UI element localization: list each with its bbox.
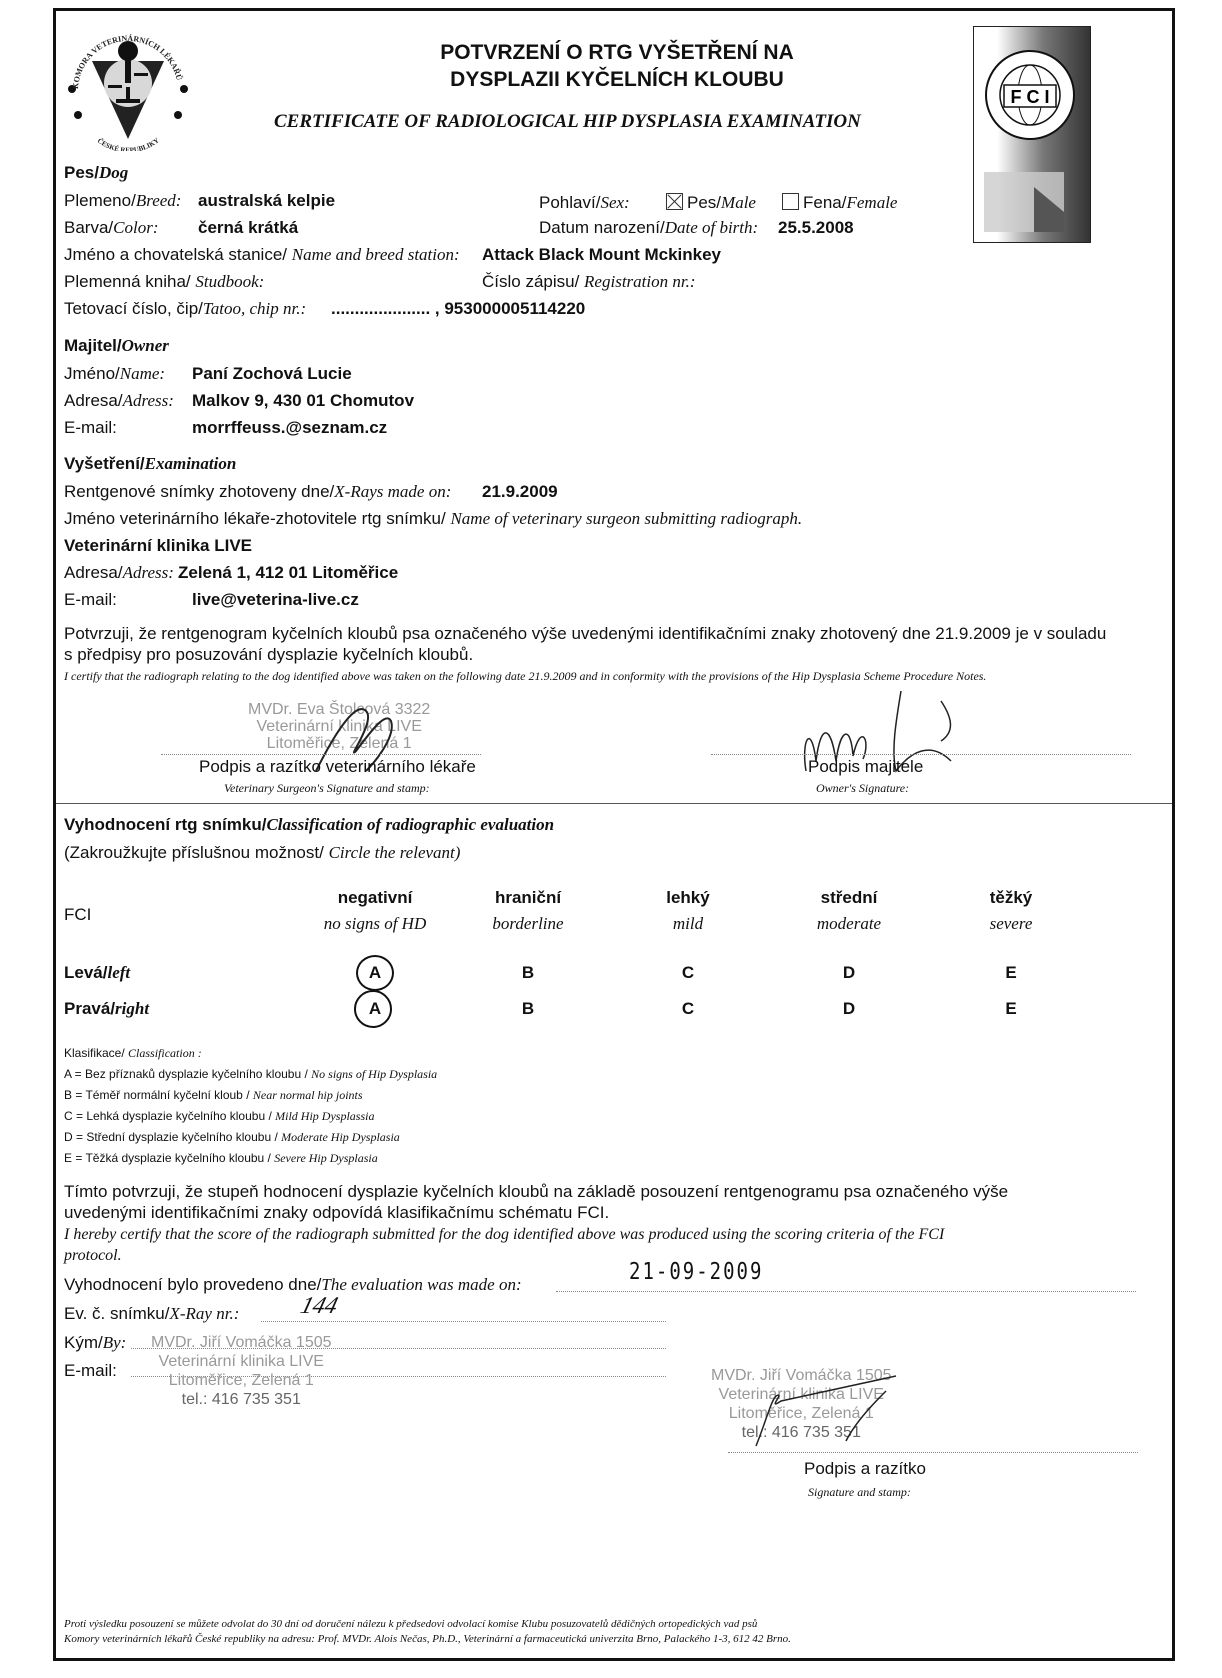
owner-signature-label: Podpis majitele bbox=[808, 757, 924, 776]
left-grade-a[interactable]: A bbox=[368, 963, 382, 982]
evaluation-instruction: (Zakroužkujte příslušnou možnost/ Circle the relevant) bbox=[64, 843, 461, 862]
left-grade-b[interactable]: B bbox=[521, 963, 535, 982]
vet-certify-text-cz: Potvrzuji, že rentgenogram kyčelních kloubů psa označeného výše uvedenými identifikačními znaky zhotovený dne 21.9.2009 je v souladu s předpisy pro posuzování dysplazie kyčelních kloubů. bbox=[64, 624, 1107, 664]
evaluator-signature-icon bbox=[736, 1371, 906, 1451]
vet-signature-label: Podpis a razítko veterinárního lékaře bbox=[199, 757, 476, 776]
sex-female-option[interactable]: Fena/Female bbox=[782, 193, 897, 213]
right-grade-d[interactable]: D bbox=[842, 999, 856, 1018]
vet-signature-line bbox=[161, 754, 481, 755]
dob-label: Datum narození/Date of birth: bbox=[539, 218, 759, 237]
svg-text:F C I: F C I bbox=[1010, 87, 1050, 107]
fci-row-header: FCI bbox=[64, 905, 92, 924]
certificate-page bbox=[53, 8, 1175, 1661]
male-checkbox[interactable] bbox=[666, 193, 683, 210]
right-grade-b[interactable]: B bbox=[521, 999, 535, 1018]
appeal-notice-line-1: Proti výsledku posouzení se můžete odvolat do 30 dní od doručení nálezu k předsedovi odvolací komise Klubu posuzovatelů dědičných ortopedických vad psů bbox=[64, 1618, 758, 1630]
chip-label: Tetovací číslo, čip/Tatoo, chip nr.: bbox=[64, 299, 307, 318]
fci-logo-icon bbox=[973, 26, 1091, 243]
evaluation-date-label: Vyhodnocení bylo provedeno dne/The evaluation was made on: bbox=[64, 1275, 522, 1294]
xray-nr-line bbox=[261, 1321, 666, 1322]
female-checkbox[interactable] bbox=[782, 193, 799, 210]
left-grade-e[interactable]: E bbox=[1005, 963, 1017, 982]
owner-name-value: Paní Zochová Lucie bbox=[192, 364, 352, 383]
dog-name-value: Attack Black Mount Mckinkey bbox=[482, 245, 722, 264]
owner-name-label: Jméno/Name: bbox=[64, 364, 166, 383]
evaluator-email-label: E-mail: bbox=[64, 1361, 117, 1380]
evaluation-certify-text-cz: Tímto potvrzuji, že stupeň hodnocení dysplazie kyčelních kloubů na základě posouzení rentgenogramu psa označeného výše uvedenými identifikačními znaky odpovídá klasifikačnímu schématu FCI. bbox=[64, 1182, 1009, 1222]
grade-column-c-header: lehký mild bbox=[666, 888, 710, 933]
grade-column-e-header: těžký severe bbox=[989, 888, 1033, 933]
section-divider bbox=[56, 803, 1172, 804]
vet-signature-label-en: Veterinary Surgeon's Signature and stamp: bbox=[224, 781, 430, 795]
studbook-label: Plemenná kniha/ Studbook: bbox=[64, 272, 265, 291]
evaluator-signature-label-en: Signature and stamp: bbox=[808, 1485, 911, 1499]
left-grade-d[interactable]: D bbox=[842, 963, 856, 982]
dob-value: 25.5.2008 bbox=[778, 218, 854, 237]
grade-column-d-header: střední moderate bbox=[816, 888, 882, 933]
vet-name-label: Jméno veterinárního lékaře-zhotovitele rtg snímku/ Name of veterinary surgeon submitting radiograph. bbox=[64, 509, 803, 528]
svg-text:KOMORA VETERINÁRNÍCH LÉKAŘŮ: KOMORA VETERINÁRNÍCH LÉKAŘŮ bbox=[70, 33, 184, 90]
evaluation-date-line bbox=[556, 1291, 1136, 1292]
vet-address-value: Zelená 1, 412 01 Litoměřice bbox=[178, 563, 399, 582]
vet-clinic-name: Veterinární klinika LIVE bbox=[64, 536, 253, 555]
vet-address-label: Adresa/Adress: bbox=[64, 563, 174, 582]
owner-email-label: E-mail: bbox=[64, 418, 117, 437]
evaluator-signature-line bbox=[728, 1452, 1138, 1453]
classification-item-a: A = Bez příznaků dysplazie kyčelního kloubu / No signs of Hip Dysplasia bbox=[64, 1067, 438, 1081]
xray-date-label: Rentgenové snímky zhotoveny dne/X-Rays made on: bbox=[64, 482, 452, 501]
sex-label: Pohlaví/Sex: bbox=[539, 193, 630, 212]
vet-email-value: live@veterina-live.cz bbox=[192, 590, 359, 609]
classification-item-b: B = Téměř normální kyčelní kloub / Near normal hip joints bbox=[64, 1088, 363, 1102]
svg-text:ČESKÉ REPUBLIKY: ČESKÉ REPUBLIKY bbox=[95, 136, 161, 151]
right-hip-row-label: Pravá/right bbox=[64, 999, 150, 1018]
xray-nr-value: 144 bbox=[297, 1293, 341, 1319]
classification-item-d: D = Střední dysplazie kyčelního kloubu / Moderate Hip Dysplasia bbox=[64, 1130, 400, 1144]
left-grade-a-circle bbox=[356, 955, 394, 991]
vet-stamp: MVDr. Eva Štolcová 3322 Veterinární klinika LIVE Litoměřice, Zelená 1 bbox=[248, 701, 431, 752]
title-line-1: POTVRZENÍ O RTG VYŠETŘENÍ NA bbox=[440, 41, 794, 64]
evaluator-stamp-left: MVDr. Jiří Vomáčka 1505 Veterinární klinika LIVE Litoměřice, Zelená 1 tel.: 416 735 351 bbox=[151, 1334, 332, 1408]
breed-value: australská kelpie bbox=[198, 191, 336, 210]
classification-item-e: E = Těžká dysplazie kyčelního kloubu / Severe Hip Dysplasia bbox=[64, 1151, 378, 1165]
left-hip-row-label: Levá/left bbox=[64, 963, 131, 982]
dog-name-label: Jméno a chovatelská stanice/ Name and breed station: bbox=[64, 245, 460, 264]
owner-address-value: Malkov 9, 430 01 Chomutov bbox=[192, 391, 415, 410]
left-grade-c[interactable]: C bbox=[681, 963, 695, 982]
right-grade-c[interactable]: C bbox=[681, 999, 695, 1018]
examination-section-heading: Vyšetření/Examination bbox=[64, 454, 237, 473]
right-grade-e[interactable]: E bbox=[1005, 999, 1017, 1018]
registration-label: Číslo zápisu/ Registration nr.: bbox=[482, 272, 696, 291]
xray-nr-label: Ev. č. snímku/X-Ray nr.: bbox=[64, 1304, 240, 1323]
color-value: černá krátká bbox=[198, 218, 299, 237]
owner-signature-line bbox=[711, 754, 1131, 755]
evaluator-stamp-right: MVDr. Jiří Vomáčka 1505 Veterinární klinika LIVE Litoměřice, Zelená 1 tel.: 416 735 351 bbox=[711, 1367, 892, 1441]
evaluator-signature-label: Podpis a razítko bbox=[804, 1459, 926, 1478]
grade-column-b-header: hraniční borderline bbox=[492, 888, 564, 933]
vet-certify-text-en: I certify that the radiograph relating to the dog identified above was taken on the following date 21.9.2009 and in conformity with the provisions of the Hip Dysplasia Scheme Procedure Notes. bbox=[64, 669, 987, 683]
evaluator-by-label: Kým/By: bbox=[64, 1333, 127, 1352]
classification-item-c: C = Lehká dysplazie kyčelního kloubu / Mild Hip Dysplassia bbox=[64, 1109, 375, 1123]
right-grade-a[interactable]: A bbox=[368, 999, 382, 1018]
evaluation-section-heading: Vyhodnocení rtg snímku/Classification of radiographic evaluation bbox=[64, 815, 555, 834]
classification-legend-title: Klasifikace/ Classification : bbox=[64, 1046, 202, 1060]
owner-signature-label-en: Owner's Signature: bbox=[816, 781, 910, 795]
owner-address-label: Adresa/Adress: bbox=[64, 391, 174, 410]
color-label: Barva/Color: bbox=[64, 218, 159, 237]
title-english: CERTIFICATE OF RADIOLOGICAL HIP DYSPLASIA EXAMINATION bbox=[274, 111, 861, 132]
evaluation-certify-text-en: I hereby certify that the score of the radiograph submitted for the dog identified above was produced using the scoring criteria of the FCI protocol. bbox=[64, 1226, 945, 1264]
xray-date-value: 21.9.2009 bbox=[482, 482, 558, 501]
owner-email-value: morrffeuss.@seznam.cz bbox=[192, 418, 388, 437]
breed-label: Plemeno/Breed: bbox=[64, 191, 182, 210]
vet-email-label: E-mail: bbox=[64, 590, 117, 609]
sex-male-option[interactable]: Pes/Male bbox=[666, 193, 756, 213]
owner-section-heading: Majitel/Owner bbox=[64, 336, 169, 355]
chip-value: ..................... , 953000005114220 bbox=[331, 299, 586, 318]
grade-column-a-header: negativní no signs of HD bbox=[323, 888, 427, 933]
evaluation-date-stamp: 21-09-2009 bbox=[629, 1258, 764, 1286]
dog-section-heading: Pes/Dog bbox=[64, 163, 129, 182]
right-grade-a-circle bbox=[354, 990, 392, 1028]
appeal-notice-line-2: Komory veterinárních lékařů České republiky na adresu: Prof. MVDr. Alois Nečas, Ph.D., Veterinární a farmaceutická univerzita Brno, Palackého 1-3, 612 42 Brno. bbox=[64, 1633, 791, 1645]
title-line-2: DYSPLAZII KYČELNÍCH KLOUBU bbox=[450, 68, 784, 91]
